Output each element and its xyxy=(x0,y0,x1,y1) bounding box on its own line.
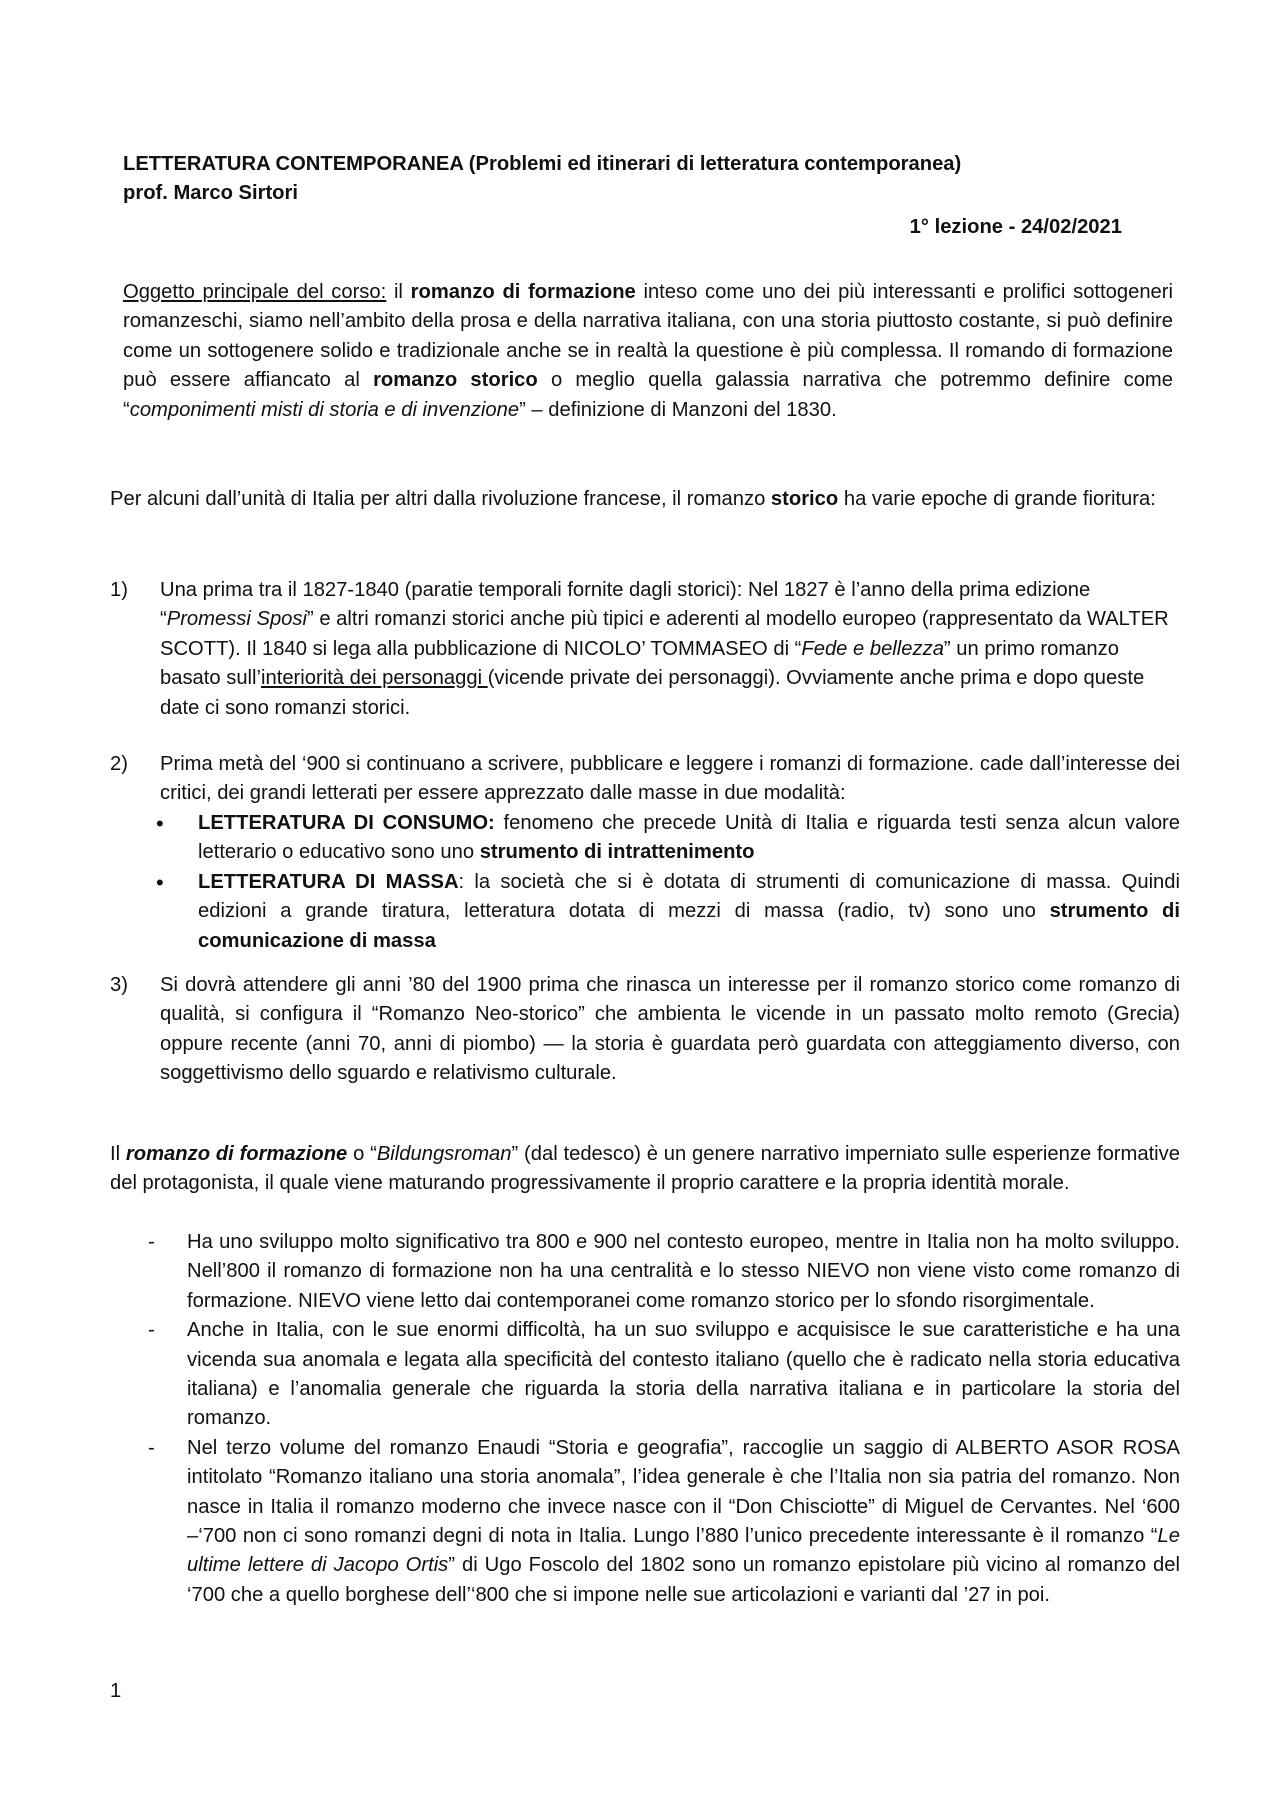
dash-list xyxy=(110,1228,1180,1610)
document-title xyxy=(123,150,1123,208)
italic-title: Fede e bellezza xyxy=(801,637,944,660)
bullet-bold-term: strumento di intrattenimento xyxy=(479,841,755,864)
underlined-term: interiorità dei personaggi xyxy=(261,667,488,690)
intro-text: ” – definizione di Manzoni del 1830. xyxy=(519,398,837,421)
intro-text: o meglio quella galassia narrativa che potremmo definire come “ xyxy=(123,369,1173,421)
list-number: 1) xyxy=(110,579,128,601)
text-run: ” (dal tedesco) è un genere narrativo imperniato sulle esperienze formative del protagonista, il quale viene maturando progressivamente il proprio carattere e la propria identità morale. xyxy=(110,1143,1180,1195)
intro-italic-term: componimenti misti di storia e di invenzione xyxy=(129,398,520,421)
page-number: 1 xyxy=(110,1680,122,1702)
dash-text: Ha uno sviluppo molto significativo tra 800 e 900 nel contesto europeo, mentre in Italia non ha molto sviluppo. Nell’800 il romanzo di formazione non ha una centralità e lo stesso NIEVO non viene visto come romanzo di formazione. NIEVO viene letto dai contemporanei come romanzo storico per lo sfondo risorgimentale. xyxy=(187,1231,1180,1312)
epochs-text: Per alcuni dall’unità di Italia per altri dalla rivoluzione francese, il romanzo xyxy=(110,488,771,510)
text-run: ” un primo romanzo basato sull’ xyxy=(160,637,1119,690)
italic-term: Bildungsroman xyxy=(376,1143,512,1165)
italic-title: Le ultime lettere di Jacopo Ortis xyxy=(187,1525,1180,1577)
intro-paragraph xyxy=(123,278,1173,425)
intro-label: Oggetto principale del corso: xyxy=(123,281,387,303)
intro-bold-term: romanzo storico xyxy=(373,369,538,392)
bullet-bold-term: strumento di comunicazione di massa xyxy=(198,900,1180,952)
list-number: 3) xyxy=(110,974,128,996)
epochs-text: ha varie epoche di grande fioritura: xyxy=(838,488,1156,510)
bullet-label: LETTERATURA DI MASSA xyxy=(198,870,459,893)
bullet-label: LETTERATURA DI CONSUMO: xyxy=(198,812,495,834)
list-number: 2) xyxy=(110,753,128,775)
text-run: o “ xyxy=(347,1143,377,1165)
epochs-paragraph xyxy=(110,485,1180,514)
italic-title: Promessi Sposi xyxy=(166,608,307,631)
intro-text: inteso come uno dei più interessanti e prolifici sottogeneri romanzeschi, siamo nell’ambito della prosa e della narrativa italiana, con una storia piuttosto costante, si può definire come un sottogenere solido e tradizionale anche se in realtà la questione è più complessa. Il romando di formazione può essere affiancato al xyxy=(123,281,1173,392)
dash-text: Anche in Italia, con le sue enormi difficoltà, ha un suo sviluppo e acquisisce le sue caratteristiche e ha una vicenda sua anomala e legata alla specificità del contesto italiano (quello che è radicato nella storia educativa italiana) e l’anomalia generale che riguarda la storia della narrativa italiana e in particolare la storia del romanzo. xyxy=(187,1319,1180,1430)
bullet-list xyxy=(156,809,1180,956)
list-item-text: Prima metà del ‘900 si continuano a scrivere, pubblicare e leggere i romanzi di formazione. cade dall’interesse dei critici, dei grandi letterati per essere apprezzato dalle masse in due modalità: xyxy=(160,753,1180,805)
bullet-item-consumo xyxy=(156,809,1180,868)
list-item-text xyxy=(160,576,1180,723)
dash-text: ” di Ugo Foscolo del 1802 sono un romanzo epistolare più vicino al romanzo del ‘700 che a quello borghese dell’‘800 che si impone nelle sue articolazioni e varianti dal ’27 in poi. xyxy=(187,1554,1180,1606)
bullet-item-massa xyxy=(156,868,1180,956)
dash-glyph: - xyxy=(148,1231,155,1253)
course-title: LETTERATURA CONTEMPORANEA (Problemi ed itinerari di letteratura contemporanea) xyxy=(123,153,962,175)
bullet-glyph: • xyxy=(156,869,164,895)
text-run: ” e altri romanzi storici anche più tipici e aderenti al modello europeo (rappresentato da WALTER SCOTT). Il 1840 si lega alla pubblicazione di NICOLO’ TOMMASEO di “ xyxy=(160,608,1169,660)
dash-item-1 xyxy=(110,1228,1180,1316)
text-run: Il xyxy=(110,1143,126,1165)
bullet-text: fenomeno che precede Unità di Italia e riguarda testi senza alcun valore letterario o educativo sono uno xyxy=(198,812,1180,864)
bildungsroman-paragraph xyxy=(110,1140,1180,1199)
bullet-glyph: • xyxy=(156,811,164,836)
professor-name: prof. Marco Sirtori xyxy=(123,182,298,204)
dash-item-2 xyxy=(110,1316,1180,1434)
dash-glyph: - xyxy=(148,1319,155,1342)
text-run: Una prima tra il 1827-1840 (paratie temporali fornite dagli storici): Nel 1827 è l’anno della prima edizione “ xyxy=(160,579,1091,631)
text-run: (vicende private dei personaggi). Ovviamente anche prima e dopo queste date ci sono romanzi storici. xyxy=(160,667,1145,719)
dash-text: Nel terzo volume del romanzo Enaudi “Storia e geografia”, raccoglie un saggio di ALBERTO ASOR ROSA intitolato “Romanzo italiano una storia anomala”, l’idea generale è che l’Italia non sia patria del romanzo. Non nasce in Italia il romanzo moderno che invece nasce con il “Don Chisciotte” di Miguel de Cervantes. Nel ‘600 –‘700 non ci sono romanzi degni di nota in Italia. Lungo l’880 l’unico precedente interessante è il romanzo “ xyxy=(187,1436,1180,1548)
dash-glyph: - xyxy=(148,1436,155,1459)
bullet-text: : la società che si è dotata di strumenti di comunicazione di massa. Quindi edizioni a grande tiratura, letteratura dotata di mezzi di massa (radio, tv) sono uno xyxy=(198,870,1180,923)
epochs-bold-term: storico xyxy=(770,488,839,510)
intro-bold-term: romanzo di formazione xyxy=(410,281,636,303)
dash-item-3 xyxy=(110,1434,1180,1610)
intro-text: il xyxy=(386,281,411,303)
list-item-text: Si dovrà attendere gli anni ’80 del 1900 prima che rinasca un interesse per il romanzo storico come romanzo di qualità, si configura il “Romanzo Neo-storico” che ambienta le vicende in un passato molto remoto (Grecia) oppure recente (anni 70, anni di piombo) — la storia è guardata però guardata con atteggiamento diverso, con soggettivismo dello sguardo e relativismo culturale. xyxy=(160,974,1180,1085)
lesson-date: 1° lezione - 24/02/2021 xyxy=(909,216,1122,238)
bold-italic-term: romanzo di formazione xyxy=(125,1143,348,1165)
